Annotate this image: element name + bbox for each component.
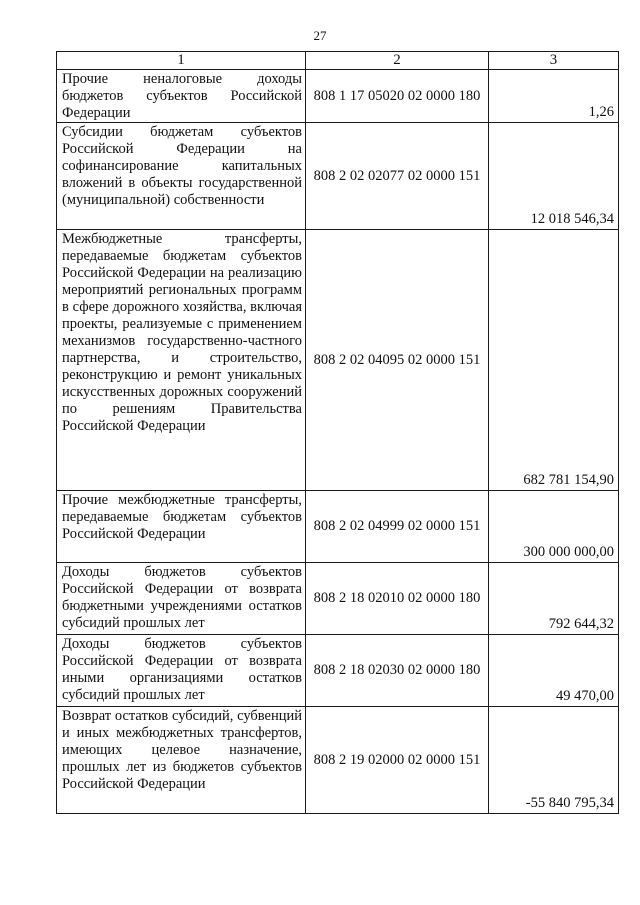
table-row [57,70,619,123]
table-row [57,563,619,635]
table-row [57,230,619,491]
table-row [57,635,619,707]
row-amount: 682 781 154,90 [489,230,619,491]
revenue-table [56,51,619,814]
row-code: 808 1 17 05020 02 0000 180 [306,70,489,123]
row-code: 808 2 02 04999 02 0000 151 [306,491,489,563]
row-amount: 792 644,32 [489,563,619,635]
row-name: Межбюджетные трансферты, передаваемые бюджетам субъектов Российской Федерации на реализацию мероприятий региональных программ в сфере дорожного хозяйства, включая проекты, реализуемые с применением механизмов государственно-частного партнерства, и строительство, реконструкцию и ремонт уникальных искусственных дорожных сооружений по решениям Правительства Российской Федерации [57,230,306,491]
row-code: 808 2 18 02010 02 0000 180 [306,563,489,635]
row-name: Субсидии бюджетам субъектов Российской Федерации на софинансирование капитальных вложений в объекты государственной (муниципальной) собственности [57,123,306,230]
row-amount: 12 018 546,34 [489,123,619,230]
table-row [57,707,619,814]
row-code: 808 2 02 04095 02 0000 151 [306,230,489,491]
row-amount: 49 470,00 [489,635,619,707]
table-row [57,491,619,563]
page-number: 27 [313,28,327,43]
row-name: Прочие неналоговые доходы бюджетов субъектов Российской Федерации [57,70,306,123]
row-name: Возврат остатков субсидий, субвенций и иных межбюджетных трансфертов, имеющих целевое назначение, прошлых лет из бюджетов субъектов Российской Федерации [57,707,306,814]
row-amount: 300 000 000,00 [489,491,619,563]
table-row [57,123,619,230]
row-code: 808 2 19 02000 02 0000 151 [306,707,489,814]
column-header-name: 1 [57,52,306,70]
column-header-code: 2 [306,52,489,70]
row-name: Прочие межбюджетные трансферты, передаваемые бюджетам субъектов Российской Федерации [57,491,306,563]
column-header-amount: 3 [489,52,619,70]
revenue-table-container [56,51,618,814]
row-name: Доходы бюджетов субъектов Российской Федерации от возврата иными организациями остатков субсидий прошлых лет [57,635,306,707]
table-header-row [57,52,619,70]
row-name: Доходы бюджетов субъектов Российской Федерации от возврата бюджетными учреждениями остатков субсидий прошлых лет [57,563,306,635]
row-amount: 1,26 [489,70,619,123]
row-code: 808 2 18 02030 02 0000 180 [306,635,489,707]
row-amount: -55 840 795,34 [489,707,619,814]
row-code: 808 2 02 02077 02 0000 151 [306,123,489,230]
